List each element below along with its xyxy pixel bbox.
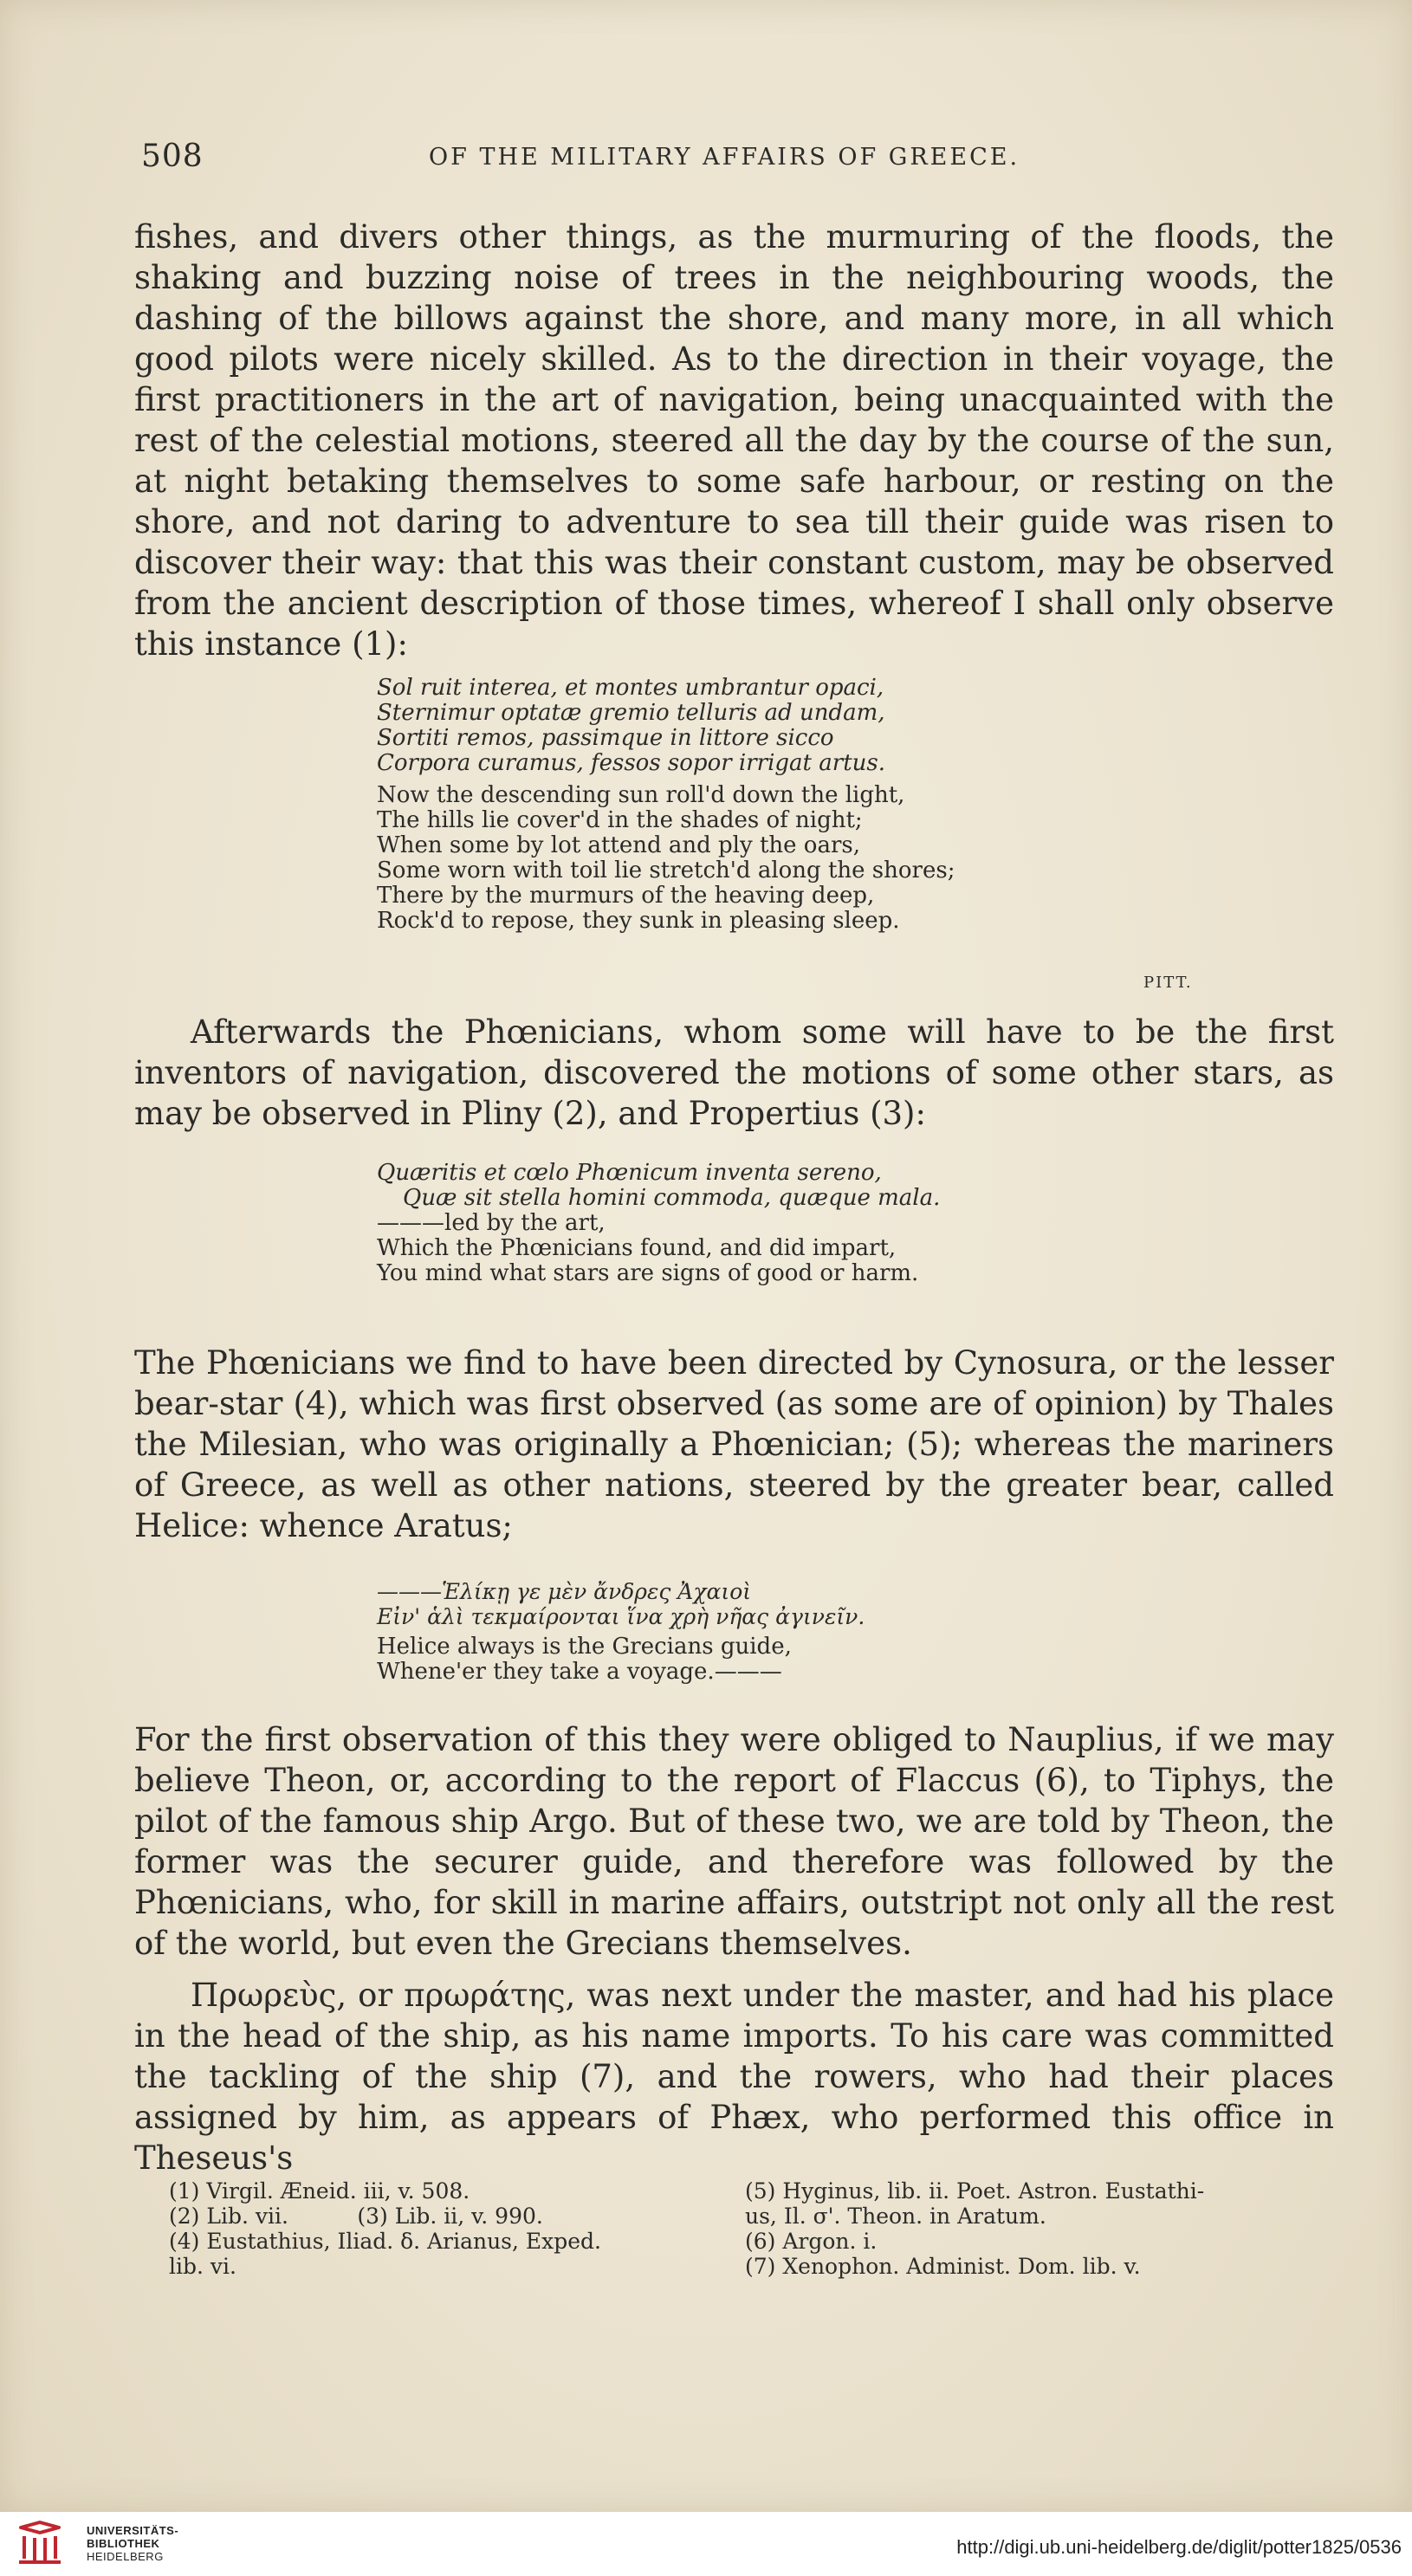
paragraph-3-block [134, 1343, 1334, 1546]
footnote: us, Il. σ'. Theon. in Aratum. [745, 2204, 1046, 2229]
verse-line: Now the descending sun roll'd down the light, [377, 782, 905, 808]
verse-quotation-1 [377, 676, 955, 934]
footnotes [169, 2178, 1364, 2326]
footnote: (5) Hyginus, lib. ii. Poet. Astron. Eustathi- [745, 2178, 1205, 2204]
verse-line: Rock'd to repose, they sunk in pleasing sleep. [377, 908, 900, 934]
verse-line: Quæritis et cœlo Phœnicum inventa sereno, [377, 1160, 882, 1186]
library-logo [16, 2519, 275, 2571]
footnote: (1) Virgil. Æneid. iii, v. 508. [169, 2178, 470, 2204]
paragraph-3: The Phœnicians we find to have been directed by Cynosura, or the lesser bear-star (4), which was first observed (as some are of opinion) by Thales the Milesian, who was originally a Phœnician; (5); whereas the mariners of Greece, as well as other nations, steered by the greater bear, called Helice: whence Aratus; [134, 1344, 1334, 1544]
library-logo-icon [16, 2519, 76, 2567]
running-head [134, 139, 1334, 191]
footnote: (4) Eustathius, Iliad. δ. Arianus, Exped. [169, 2229, 601, 2254]
verse-line: There by the murmurs of the heaving deep, [377, 883, 875, 909]
verse-quotation-3 [377, 1579, 865, 1685]
verse-line: Which the Phœnicians found, and did impart, [377, 1235, 897, 1261]
paragraph-1-block [134, 217, 1334, 664]
verse-line: You mind what stars are signs of good or harm. [377, 1260, 919, 1286]
verse-line: Sortiti remos, passimque in littore sicco [377, 725, 834, 751]
footnote: (6) Argon. i. [745, 2229, 878, 2254]
verse-line: The hills lie cover'd in the shades of night; [377, 807, 863, 833]
verse-line: Sol ruit interea, et montes umbrantur opaci, [377, 675, 884, 701]
source-url-link[interactable]: http://digi.ub.uni-heidelberg.de/diglit/potter1825/0536 [956, 2536, 1402, 2558]
paragraph-5-block [134, 1975, 1334, 2178]
verse-line: Whene'er they take a voyage.——— [377, 1659, 782, 1685]
footnote: (2) Lib. vii. (3) Lib. ii, v. 990. [169, 2204, 543, 2229]
paragraph-2: Afterwards the Phœnicians, whom some will have to be the first inventors of navigation, discovered the motions of some other stars, as may be observed in Pliny (2), and Propertius (3): [134, 1013, 1334, 1132]
paragraph-2-block [134, 1012, 1334, 1134]
library-name-line: HEIDELBERG [87, 2550, 164, 2563]
verse-line: Helice always is the Grecians guide, [377, 1634, 792, 1660]
verse-line: Sternimur optatæ gremio telluris ad undam, [377, 700, 885, 726]
verse-attribution: PITT. [1143, 974, 1193, 992]
footnotes-right-column [745, 2178, 1351, 2279]
verse-quotation-2 [377, 1161, 940, 1286]
paragraph-4: For the first observation of this they were obliged to Nauplius, if we may believe Theon, or, according to the report of Flaccus (6), to Tiphys, the pilot of the famous ship Argo. But of these two, we are told by Theon, the former was the securer guide, and therefore was followed by the Phœnicians, who, for skill in marine affairs, outstript not only all the rest of the world, but even the Grecians themselves. [134, 1721, 1334, 1962]
paragraph-4-block [134, 1719, 1334, 1964]
verse-line: Some worn with toil lie stretch'd along the shores; [377, 858, 955, 883]
footnote: lib. vi. [169, 2254, 236, 2279]
library-name [87, 2524, 178, 2563]
library-name-line: UNIVERSITÄTS- [87, 2524, 179, 2537]
paragraph-1: fishes, and divers other things, as the murmuring of the floods, the shaking and buzzing noise of trees in the neighbouring woods, the dashing of the billows against the shore, and many more, in all which good pilots were nicely skilled. As to the direction in their voyage, the first practitioners in the art of navigation, being unacquainted with the rest of the celestial motions, steered all the day by the course of the sun, at night betaking themselves to some safe harbour, or resting on the shore, and not daring to adventure to sea till their guide was risen to discover their way: that this was their constant custom, may be observed from the ancient description of those times, whereof I shall only observe this instance (1): [134, 218, 1334, 663]
footnote: (7) Xenophon. Administ. Dom. lib. v. [745, 2254, 1141, 2279]
verse-line: Εἰν' ἁλὶ τεκμαίρονται ἵνα χρὴ νῆας ἀγινεῖν. [377, 1604, 865, 1629]
verse-line: Corpora curamus, fessos sopor irrigat artus. [377, 750, 885, 776]
verse-line: ———led by the art, [377, 1210, 606, 1236]
paragraph-5: Πρωρεὺς, or πρωράτης, was next under the master, and had his place in the head of the ship, as his name imports. To his care was committed the tackling of the ship (7), and the rowers, who had their places assigned by him, as appears of Phæx, who performed this office in Theseus's [134, 1977, 1334, 2177]
verse-line: Quæ sit stella homini commoda, quæque mala. [403, 1185, 941, 1211]
verse-line: When some by lot attend and ply the oars, [377, 832, 860, 858]
footnotes-left-column [169, 2178, 723, 2279]
verse-line: ———Ἑλίκῃ γε μὲν ἄνδρες Ἀχαιοὶ [377, 1579, 752, 1604]
page-number: 508 [141, 139, 204, 174]
running-title: OF THE MILITARY AFFAIRS OF GREECE. [429, 144, 1020, 171]
library-name-line: BIBLIOTHEK [87, 2537, 160, 2550]
